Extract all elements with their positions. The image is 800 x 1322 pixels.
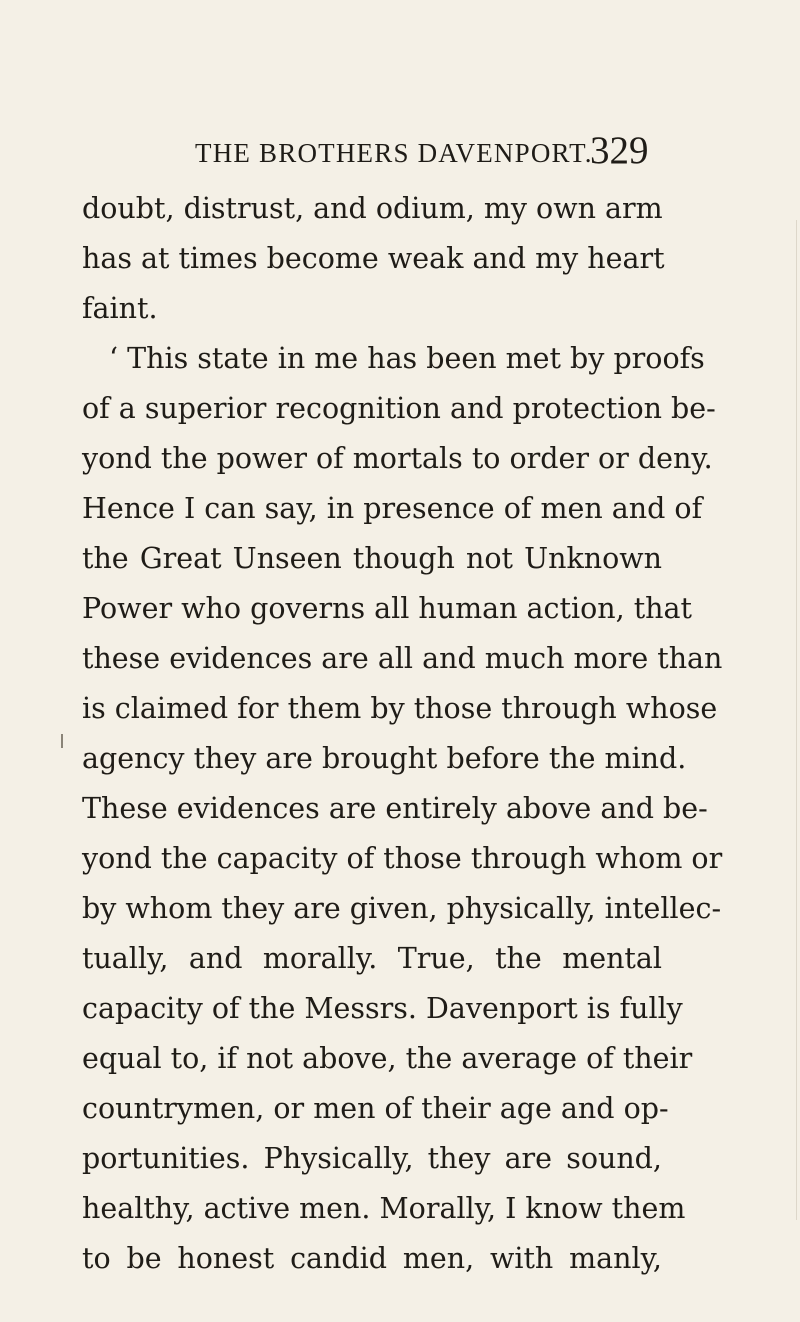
text-line: yond the power of mortals to order or deny. — [82, 442, 713, 475]
text-line: is claimed for them by those through whose — [82, 692, 718, 725]
text-line: portunities. Physically, they are sound, — [82, 1142, 662, 1175]
running-title: THE BROTHERS DAVENPORT. — [195, 138, 593, 168]
text-line: ‘ This state in me has been met by proofs — [109, 342, 705, 375]
page-header — [0, 129, 800, 178]
text-line: doubt, distrust, and odium, my own arm — [82, 192, 663, 225]
text-line: to be honest candid men, with manly, — [82, 1242, 662, 1275]
text-line: of a superior recognition and protection be- — [82, 392, 716, 425]
text-line: these evidences are all and much more than — [82, 642, 723, 675]
page-number: 329 — [590, 129, 649, 172]
text-line: These evidences are entirely above and be- — [82, 792, 708, 825]
text-line: the Great Unseen though not Unknown — [82, 542, 662, 575]
text-line: Hence I can say, in presence of men and of — [82, 492, 703, 525]
text-line: equal to, if not above, the average of their — [82, 1042, 693, 1075]
text-line: by whom they are given, physically, intellec- — [82, 892, 722, 925]
text-line: yond the capacity of those through whom or — [82, 842, 723, 875]
text-line: healthy, active men. Morally, I know them — [82, 1192, 686, 1225]
text-line: has at times become weak and my heart — [82, 242, 665, 275]
text-line: countrymen, or men of their age and op- — [82, 1092, 669, 1125]
text-line: agency they are brought before the mind. — [82, 742, 687, 775]
margin-mark — [61, 734, 63, 748]
page-edge — [796, 220, 797, 1220]
text-line: tually, and morally. True, the mental — [82, 942, 662, 975]
text-line: faint. — [82, 292, 158, 325]
text-line: Power who governs all human action, that — [82, 592, 692, 625]
text-line: capacity of the Messrs. Davenport is fully — [82, 992, 683, 1025]
body-text — [82, 184, 723, 1284]
